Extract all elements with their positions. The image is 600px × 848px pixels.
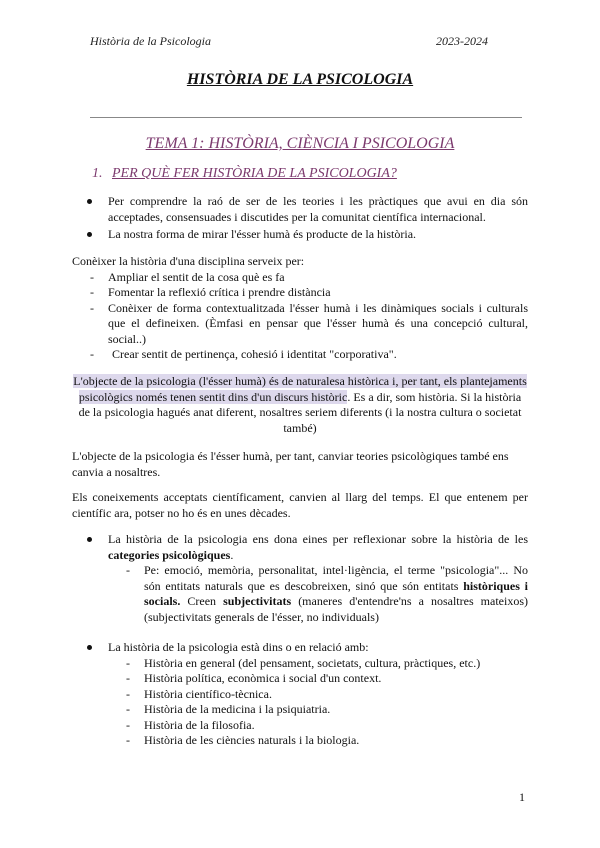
list-item: La nostra forma de mirar l'ésser humà és producte de la història. [72,227,528,243]
tema-heading: TEMA 1: HISTÒRIA, CIÈNCIA I PSICOLOGIA [145,135,455,152]
purpose-block [72,254,528,363]
list-item: La història de la psicologia ens dona eines per reflexionar sobre la història de les categories psicològiques. [72,532,528,563]
bullet-icon [87,645,92,650]
title-divider [90,117,522,118]
list-item: - Història de la filosofia. [126,717,255,732]
paragraph-2: Els coneixements acceptats científicament, canvien al llarg del temps. El que entenem per científic ara, potser no ho és en unes dècades. [72,490,528,520]
bullet-categories [72,532,528,625]
bullet-icon [87,199,92,204]
paragraph-1: L'objecte de la psicologia és l'ésser humà, per tant, canviar teories psicològiques també ens canvia a nosaltres. [72,449,509,479]
list-item: La història de la psicologia està dins o en relació amb: [72,640,528,656]
list-item: - Història de la medicina i la psiquiatria. [126,702,331,716]
bullet-icon [87,232,92,237]
list-item: - Fomentar la reflexió crítica i prendre distància [90,285,331,299]
list-item: - Ampliar el sentit de la cosa què es fa [90,269,285,284]
section-number: 1. [92,166,103,181]
list-item: - Història de les ciències naturals i la biologia. [126,733,360,747]
list-item: - Història política, econòmica i social d'un context. [126,671,382,685]
bullet-icon [87,537,92,542]
header-year: 2023-2024 [436,34,488,48]
list-item: - Història en general (del pensament, societats, cultura, pràctiques, etc.) [126,655,481,670]
bullet-relations [72,640,528,749]
list-item: - Crear sentit de pertinença, cohesió i identitat "corporativa". [90,347,397,361]
intro-text: Conèixer la història d'una disciplina serveix per: [72,254,305,268]
list-item: - Pe: emoció, memòria, personalitat, intel·ligència, el terme "psicologia"... No són entitats naturals que es descobreixen, sinó que són entitats històriques i socials. Creen subjectivitats (maneres d'entendre'ns a nosaltres mateixos) (subjectivitats generals de l'ésser, no individuals) [126,563,528,624]
list-item: Per comprendre la raó de ser de les teories i les pràctiques que avui en dia són acceptades, consensuades i discutides per la comunitat científica internacional. [72,194,528,225]
highlighted-quote: L'objecte de la psicologia (l'ésser humà) és de naturalesa històrica i, per tant, els plantejaments psicològics només tenen sentit dins d'un discurs històric. Es a dir, som història. Si la història de la psicologia hagués anat diferent, nosaltres seriem diferents (i la nostra cultura o societat també) [73,374,527,435]
section-heading [92,166,397,182]
list-item: - Història científico-tècnica. [126,686,272,701]
highlighted-text: L'objecte de la psicologia (l'ésser humà) és de naturalesa històrica i, per tant, els plantejaments psicològics només tenen sentit dins d'un discurs històric [73,374,527,404]
bullet-list-1 [72,194,528,243]
list-item: - Conèixer de forma contextualitzada l'ésser humà i les dinàmiques socials i culturals que el defineixen. (Èmfasi en pensar que l'ésser humà és una concepció cultural, social..) [90,300,528,346]
section-label: PER QUÈ FER HISTÒRIA DE LA PSICOLOGIA? [112,166,397,181]
document-title: HISTÒRIA DE LA PSICOLOGIA [186,71,414,88]
page-number: 1 [519,790,525,804]
header-course: Història de la Psicologia [90,34,211,48]
